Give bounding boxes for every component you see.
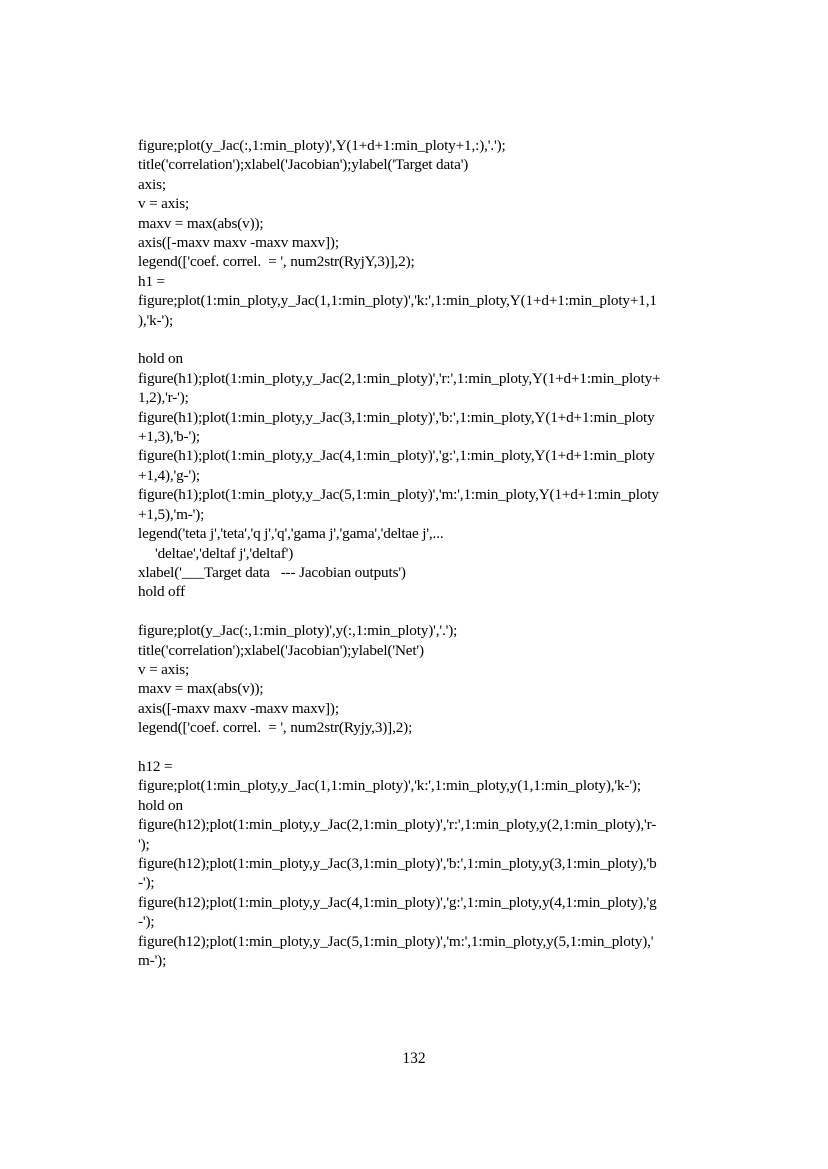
code-line: '); bbox=[138, 835, 150, 853]
code-line: v = axis; bbox=[138, 660, 190, 678]
code-line: maxv = max(abs(v)); bbox=[138, 680, 264, 698]
code-line: title('correlation');xlabel('Jacobian');ylabel('Target data') bbox=[138, 156, 469, 174]
code-line: hold on bbox=[138, 796, 183, 814]
code-line: xlabel('___Target data --- Jacobian outputs') bbox=[138, 563, 406, 581]
code-line: figure(h12);plot(1:min_ploty,y_Jac(2,1:min_ploty)','r:',1:min_ploty,y(2,1:min_ploty),'r- bbox=[138, 816, 657, 834]
code-listing bbox=[138, 136, 738, 970]
code-line: figure(h1);plot(1:min_ploty,y_Jac(3,1:min_ploty)','b:',1:min_ploty,Y(1+d+1:min_ploty bbox=[138, 408, 655, 426]
code-line: v = axis; bbox=[138, 195, 190, 213]
page-number: 132 bbox=[402, 1050, 426, 1067]
blank-line bbox=[138, 602, 738, 621]
code-line: +1,3),'b-'); bbox=[138, 428, 201, 446]
code-line: h1 = bbox=[138, 272, 165, 290]
code-line: hold on bbox=[138, 350, 183, 368]
code-line: figure(h1);plot(1:min_ploty,y_Jac(2,1:min_ploty)','r:',1:min_ploty,Y(1+d+1:min_ploty+ bbox=[138, 369, 661, 387]
code-line: title('correlation');xlabel('Jacobian');ylabel('Net') bbox=[138, 641, 424, 659]
code-line: 1,2),'r-'); bbox=[138, 389, 189, 407]
code-line: figure;plot(1:min_ploty,y_Jac(1,1:min_ploty)','k:',1:min_ploty,y(1,1:min_ploty),'k-'); bbox=[138, 777, 641, 795]
code-line: legend('teta j','teta','q j','q','gama j','gama','deltae j',... bbox=[138, 525, 444, 543]
code-line: figure(h1);plot(1:min_ploty,y_Jac(5,1:min_ploty)','m:',1:min_ploty,Y(1+d+1:min_ploty bbox=[138, 486, 659, 504]
code-line: ),'k-'); bbox=[138, 311, 174, 329]
code-line: axis([-maxv maxv -maxv maxv]); bbox=[138, 699, 339, 717]
code-line: figure;plot(y_Jac(:,1:min_ploty)',Y(1+d+1:min_ploty+1,:),'.'); bbox=[138, 137, 506, 154]
code-line: figure(h12);plot(1:min_ploty,y_Jac(4,1:min_ploty)','g:',1:min_ploty,y(4,1:min_ploty),'g bbox=[138, 893, 657, 911]
code-line: hold off bbox=[138, 583, 186, 601]
code-line: -'); bbox=[138, 874, 155, 892]
code-line: +1,5),'m-'); bbox=[138, 505, 205, 523]
code-line: figure;plot(1:min_ploty,y_Jac(1,1:min_ploty)','k:',1:min_ploty,Y(1+d+1:min_ploty+1,1 bbox=[138, 292, 657, 310]
blank-line bbox=[138, 330, 738, 349]
code-line: legend(['coef. correl. = ', num2str(RyjY,3)],2); bbox=[138, 253, 415, 271]
code-line: figure(h12);plot(1:min_ploty,y_Jac(5,1:min_ploty)','m:',1:min_ploty,y(5,1:min_ploty),' bbox=[138, 932, 654, 950]
code-line: h12 = bbox=[138, 757, 173, 775]
code-line: 'deltae','deltaf j','deltaf') bbox=[155, 544, 294, 562]
code-line: -'); bbox=[138, 913, 155, 931]
code-line: +1,4),'g-'); bbox=[138, 466, 201, 484]
code-line: axis([-maxv maxv -maxv maxv]); bbox=[138, 234, 339, 252]
blank-line bbox=[138, 738, 738, 757]
code-line: axis; bbox=[138, 175, 166, 193]
code-line: figure(h1);plot(1:min_ploty,y_Jac(4,1:min_ploty)','g:',1:min_ploty,Y(1+d+1:min_ploty bbox=[138, 447, 655, 465]
code-line: figure;plot(y_Jac(:,1:min_ploty)',y(:,1:min_ploty)','.'); bbox=[138, 622, 458, 640]
code-line: maxv = max(abs(v)); bbox=[138, 214, 264, 232]
code-line: figure(h12);plot(1:min_ploty,y_Jac(3,1:min_ploty)','b:',1:min_ploty,y(3,1:min_ploty),'b bbox=[138, 854, 657, 872]
code-line: legend(['coef. correl. = ', num2str(Ryjy,3)],2); bbox=[138, 719, 413, 737]
code-line: m-'); bbox=[138, 952, 167, 970]
